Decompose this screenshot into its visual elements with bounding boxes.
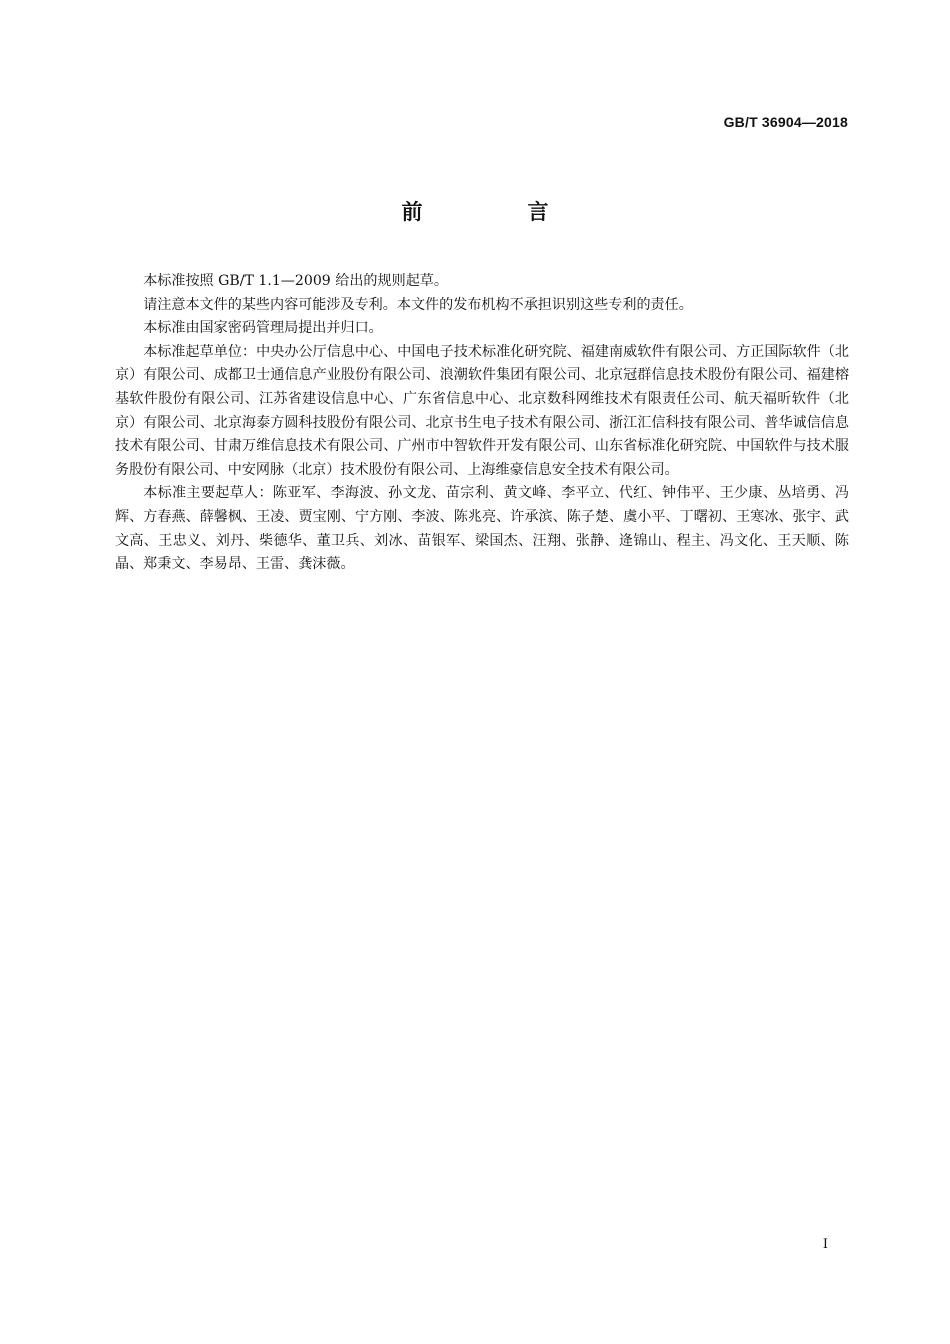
paragraph-drafting-organizations: 本标准起草单位：中央办公厅信息中心、中国电子技术标准化研究院、福建南威软件有限公司、方正国际软件（北京）有限公司、成都卫士通信息产业股份有限公司、浪潮软件集团有限公司、北京冠群信息技术股份有限公司、福建榕基软件股份有限公司、江苏省建设信息中心、广东省信息中心、北京数科网维技术有限责任公司、航天福昕软件（北京）有限公司、北京海泰方圆科技股份有限公司、北京书生电子技术有限公司、浙江汇信科技有限公司、普华诚信信息技术有限公司、甘肃万维信息技术有限公司、广州市中智软件开发有限公司、山东省标准化研究院、中国软件与技术服务股份有限公司、中安网脉（北京）技术股份有限公司、上海维豪信息安全技术有限公司。 [115,343,849,478]
paragraph-drafting-rules: 本标准按照 GB/T 1.1—2009 给出的规则起草。 [143,273,448,289]
page-number: I [822,1237,828,1252]
page-title: 前 言 [401,200,591,224]
paragraph-proposer: 本标准由国家密码管理局提出并归口。 [143,320,383,337]
standard-number: GB/T 36904—2018 [723,114,848,130]
paragraph-drafters: 本标准主要起草人：陈亚军、李海波、孙文龙、苗宗利、黄文峰、李平立、代红、钟伟平、王少康、丛培勇、冯辉、方春燕、薛馨枫、王凌、贾宝刚、宁方刚、李波、陈兆亮、许承滨、陈子楚、虞小平、丁曙初、王寒冰、张宇、武文高、王忠义、刘丹、柴德华、董卫兵、刘冰、苗银军、梁国杰、汪翔、张静、逄锦山、程主、冯文化、王天顺、陈晶、郑秉文、李易昂、王雷、龚沫薇。 [115,485,849,573]
paragraph-patent-notice: 请注意本文件的某些内容可能涉及专利。本文件的发布机构不承担识别这些专利的责任。 [143,296,693,313]
foreword-body [115,270,849,577]
